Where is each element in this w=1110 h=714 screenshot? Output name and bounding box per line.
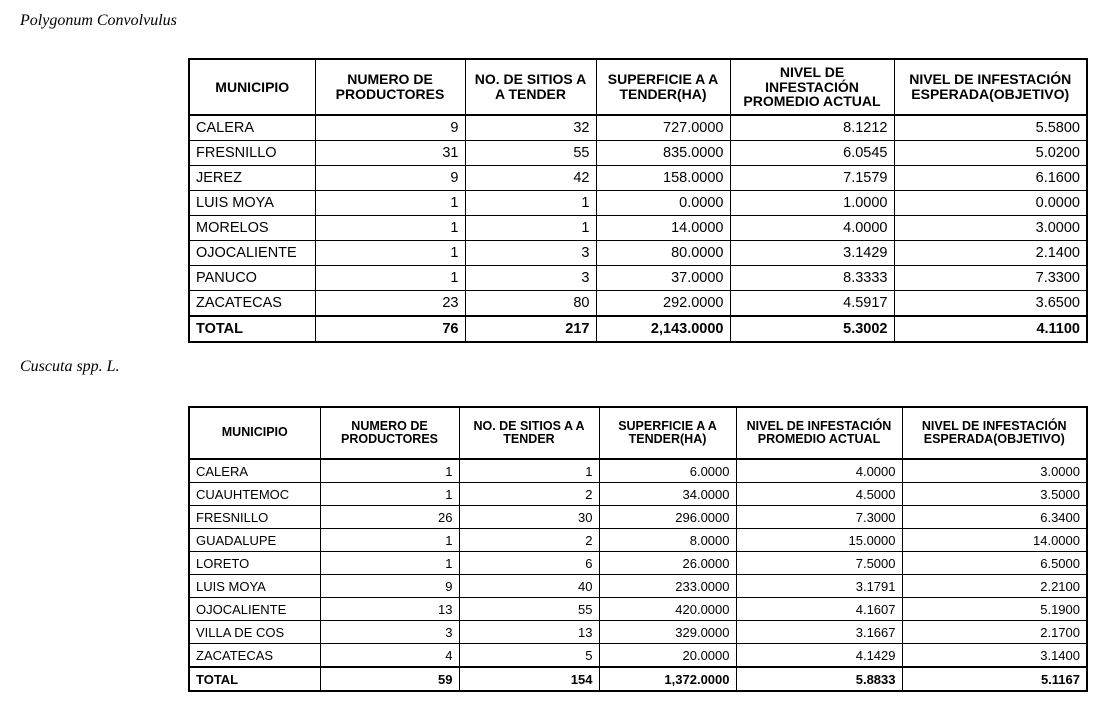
header-nivel-esperada: NIVEL DE INFESTACIÓN ESPERADA(OBJETIVO) (894, 59, 1087, 115)
table-row (189, 598, 1087, 621)
municipio-cell: OJOCALIENTE (189, 598, 320, 621)
nivel-actual-cell: 8.1212 (730, 115, 894, 141)
productores-cell: 9 (320, 575, 459, 598)
header-superficie: SUPERFICIE A A TENDER(HA) (599, 407, 736, 459)
nivel-esperada-cell: 5.0200 (894, 141, 1087, 166)
productores-cell: 1 (320, 529, 459, 552)
nivel-actual-cell: 4.1607 (736, 598, 902, 621)
header-productores: NUMERO DE PRODUCTORES (320, 407, 459, 459)
table-row (189, 621, 1087, 644)
productores-cell: 3 (320, 621, 459, 644)
nivel-actual-cell: 4.5000 (736, 483, 902, 506)
table-row (189, 166, 1087, 191)
superficie-cell: 292.0000 (596, 291, 730, 317)
nivel-esperada-cell: 2.1700 (902, 621, 1087, 644)
municipio-cell: OJOCALIENTE (189, 241, 315, 266)
sitios-cell: 5 (459, 644, 599, 668)
table-row (189, 291, 1087, 317)
superficie-cell: 80.0000 (596, 241, 730, 266)
sitios-cell: 55 (459, 598, 599, 621)
municipio-cell: CUAUHTEMOC (189, 483, 320, 506)
sitios-cell: 3 (465, 241, 596, 266)
municipio-cell: PANUCO (189, 266, 315, 291)
productores-cell: 76 (315, 316, 465, 342)
productores-cell: 1 (320, 552, 459, 575)
productores-cell: 4 (320, 644, 459, 668)
polygonum-table (188, 58, 1088, 343)
table-row (189, 644, 1087, 668)
municipio-cell: GUADALUPE (189, 529, 320, 552)
municipio-cell: LUIS MOYA (189, 191, 315, 216)
header-row (189, 407, 1087, 459)
municipio-cell: TOTAL (189, 667, 320, 691)
nivel-actual-cell: 7.3000 (736, 506, 902, 529)
superficie-cell: 727.0000 (596, 115, 730, 141)
nivel-esperada-cell: 3.1400 (902, 644, 1087, 668)
superficie-cell: 8.0000 (599, 529, 736, 552)
nivel-esperada-cell: 2.1400 (894, 241, 1087, 266)
sitios-cell: 217 (465, 316, 596, 342)
municipio-cell: LUIS MOYA (189, 575, 320, 598)
sitios-cell: 32 (465, 115, 596, 141)
productores-cell: 1 (315, 241, 465, 266)
nivel-esperada-cell: 6.3400 (902, 506, 1087, 529)
municipio-cell: VILLA DE COS (189, 621, 320, 644)
nivel-actual-cell: 4.0000 (730, 216, 894, 241)
nivel-actual-cell: 4.1429 (736, 644, 902, 668)
municipio-cell: FRESNILLO (189, 141, 315, 166)
header-nivel-actual: NIVEL DE INFESTACIÓN PROMEDIO ACTUAL (730, 59, 894, 115)
superficie-cell: 26.0000 (599, 552, 736, 575)
municipio-cell: JEREZ (189, 166, 315, 191)
sitios-cell: 40 (459, 575, 599, 598)
nivel-esperada-cell: 2.2100 (902, 575, 1087, 598)
nivel-esperada-cell: 5.1167 (902, 667, 1087, 691)
productores-cell: 59 (320, 667, 459, 691)
productores-cell: 9 (315, 115, 465, 141)
nivel-esperada-cell: 5.5800 (894, 115, 1087, 141)
table-row (189, 529, 1087, 552)
nivel-actual-cell: 3.1429 (730, 241, 894, 266)
header-nivel-actual: NIVEL DE INFESTACIÓN PROMEDIO ACTUAL (736, 407, 902, 459)
nivel-actual-cell: 4.0000 (736, 459, 902, 483)
sitios-cell: 42 (465, 166, 596, 191)
sitios-cell: 2 (459, 529, 599, 552)
nivel-actual-cell: 5.3002 (730, 316, 894, 342)
table-body (189, 115, 1087, 342)
productores-cell: 1 (315, 216, 465, 241)
nivel-esperada-cell: 3.6500 (894, 291, 1087, 317)
municipio-cell: CALERA (189, 459, 320, 483)
superficie-cell: 329.0000 (599, 621, 736, 644)
table-row (189, 216, 1087, 241)
superficie-cell: 420.0000 (599, 598, 736, 621)
sitios-cell: 1 (465, 191, 596, 216)
nivel-esperada-cell: 3.0000 (902, 459, 1087, 483)
superficie-cell: 37.0000 (596, 266, 730, 291)
superficie-cell: 1,372.0000 (599, 667, 736, 691)
nivel-esperada-cell: 4.1100 (894, 316, 1087, 342)
table-row (189, 115, 1087, 141)
productores-cell: 1 (320, 483, 459, 506)
nivel-actual-cell: 1.0000 (730, 191, 894, 216)
table-row (189, 191, 1087, 216)
nivel-actual-cell: 5.8833 (736, 667, 902, 691)
table-body (189, 459, 1087, 691)
sitios-cell: 1 (459, 459, 599, 483)
sitios-cell: 154 (459, 667, 599, 691)
sitios-cell: 2 (459, 483, 599, 506)
productores-cell: 23 (315, 291, 465, 317)
table-row (189, 459, 1087, 483)
nivel-actual-cell: 15.0000 (736, 529, 902, 552)
header-municipio: MUNICIPIO (189, 59, 315, 115)
nivel-esperada-cell: 0.0000 (894, 191, 1087, 216)
nivel-actual-cell: 3.1791 (736, 575, 902, 598)
table-row (189, 552, 1087, 575)
municipio-cell: LORETO (189, 552, 320, 575)
productores-cell: 13 (320, 598, 459, 621)
superficie-cell: 6.0000 (599, 459, 736, 483)
nivel-esperada-cell: 3.0000 (894, 216, 1087, 241)
table-row (189, 483, 1087, 506)
nivel-esperada-cell: 6.5000 (902, 552, 1087, 575)
nivel-actual-cell: 6.0545 (730, 141, 894, 166)
total-row (189, 667, 1087, 691)
superficie-cell: 14.0000 (596, 216, 730, 241)
table-row (189, 266, 1087, 291)
nivel-esperada-cell: 3.5000 (902, 483, 1087, 506)
superficie-cell: 835.0000 (596, 141, 730, 166)
sitios-cell: 6 (459, 552, 599, 575)
sitios-cell: 3 (465, 266, 596, 291)
table-row (189, 141, 1087, 166)
nivel-esperada-cell: 5.1900 (902, 598, 1087, 621)
productores-cell: 9 (315, 166, 465, 191)
section-title-cuscuta: Cuscuta spp. L. (20, 358, 120, 375)
header-sitios: NO. DE SITIOS A A TENDER (465, 59, 596, 115)
municipio-cell: ZACATECAS (189, 291, 315, 317)
sitios-cell: 30 (459, 506, 599, 529)
header-municipio: MUNICIPIO (189, 407, 320, 459)
superficie-cell: 34.0000 (599, 483, 736, 506)
superficie-cell: 2,143.0000 (596, 316, 730, 342)
superficie-cell: 158.0000 (596, 166, 730, 191)
cuscuta-table (188, 406, 1088, 692)
productores-cell: 1 (315, 191, 465, 216)
header-productores: NUMERO DE PRODUCTORES (315, 59, 465, 115)
superficie-cell: 0.0000 (596, 191, 730, 216)
header-superficie: SUPERFICIE A A TENDER(HA) (596, 59, 730, 115)
productores-cell: 26 (320, 506, 459, 529)
section-title-polygonum: Polygonum Convolvulus (20, 12, 177, 29)
superficie-cell: 296.0000 (599, 506, 736, 529)
productores-cell: 31 (315, 141, 465, 166)
nivel-actual-cell: 4.5917 (730, 291, 894, 317)
sitios-cell: 13 (459, 621, 599, 644)
municipio-cell: ZACATECAS (189, 644, 320, 668)
header-row (189, 59, 1087, 115)
nivel-actual-cell: 7.5000 (736, 552, 902, 575)
table-row (189, 575, 1087, 598)
total-row (189, 316, 1087, 342)
superficie-cell: 233.0000 (599, 575, 736, 598)
municipio-cell: TOTAL (189, 316, 315, 342)
nivel-actual-cell: 3.1667 (736, 621, 902, 644)
superficie-cell: 20.0000 (599, 644, 736, 668)
municipio-cell: FRESNILLO (189, 506, 320, 529)
nivel-esperada-cell: 6.1600 (894, 166, 1087, 191)
table-row (189, 506, 1087, 529)
header-sitios: NO. DE SITIOS A A TENDER (459, 407, 599, 459)
sitios-cell: 55 (465, 141, 596, 166)
sitios-cell: 80 (465, 291, 596, 317)
table-row (189, 241, 1087, 266)
municipio-cell: MORELOS (189, 216, 315, 241)
productores-cell: 1 (320, 459, 459, 483)
header-nivel-esperada: NIVEL DE INFESTACIÓN ESPERADA(OBJETIVO) (902, 407, 1087, 459)
nivel-actual-cell: 7.1579 (730, 166, 894, 191)
municipio-cell: CALERA (189, 115, 315, 141)
nivel-esperada-cell: 14.0000 (902, 529, 1087, 552)
nivel-esperada-cell: 7.3300 (894, 266, 1087, 291)
productores-cell: 1 (315, 266, 465, 291)
sitios-cell: 1 (465, 216, 596, 241)
nivel-actual-cell: 8.3333 (730, 266, 894, 291)
